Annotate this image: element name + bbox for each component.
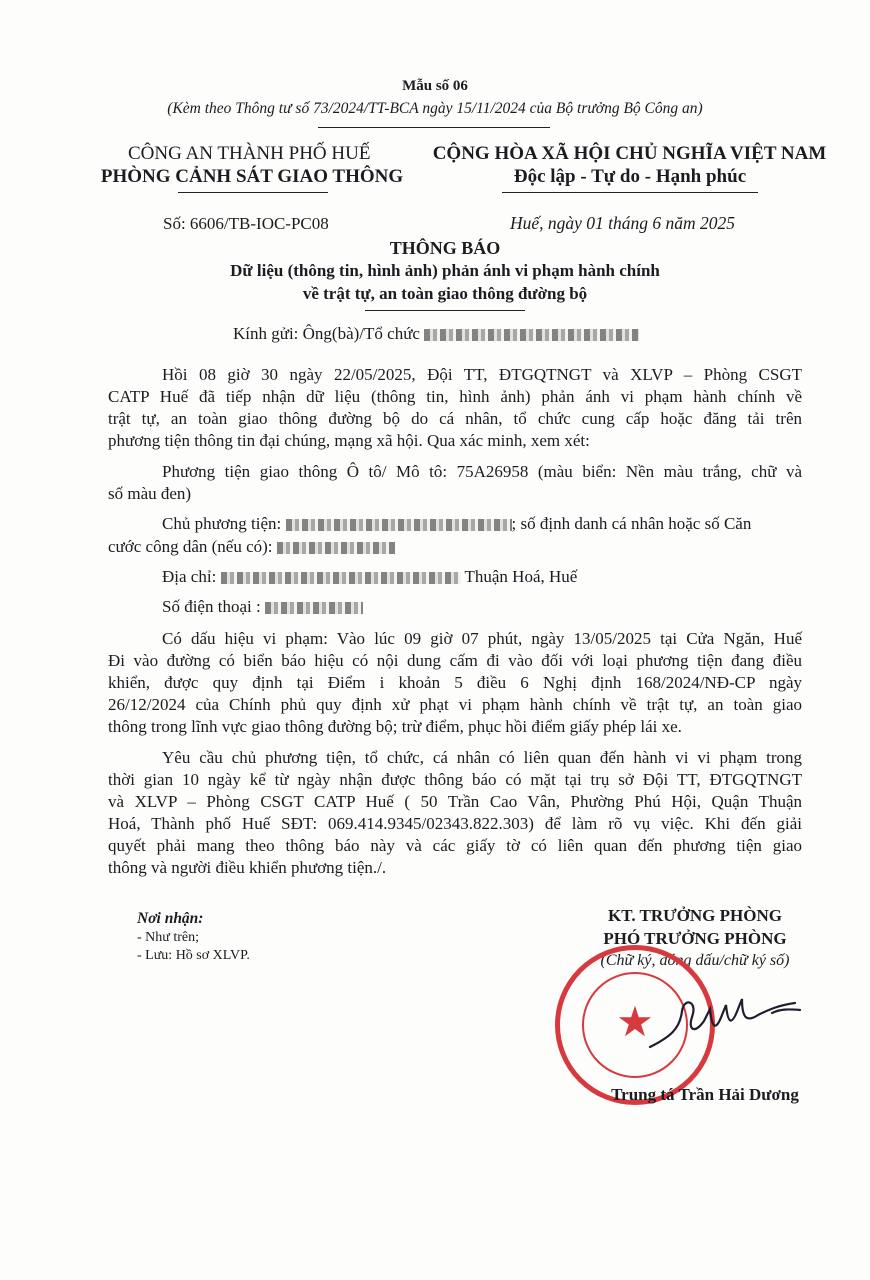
violation-line-1: Có dấu hiệu vi phạm: Vào lúc 09 giờ 07 phút, ngày 13/05/2025 tại Cửa Ngăn, Huế bbox=[162, 629, 802, 648]
vehicle-line-1: Phương tiện giao thông Ô tô/ Mô tô: 75A26958 (màu biển: Nền màu trắng, chữ và bbox=[162, 462, 802, 481]
redacted-recipient bbox=[424, 329, 639, 341]
title-underline bbox=[365, 310, 525, 311]
signer-title-2: PHÓ TRƯỞNG PHÒNG bbox=[603, 929, 787, 948]
redacted-owner-id bbox=[277, 542, 395, 554]
signature-note: (Chữ ký, đóng dấu/chữ ký số) bbox=[600, 952, 790, 969]
phone-line bbox=[162, 597, 363, 617]
para1-line-3: trật tự, an toàn giao thông đường bộ do cá nhân, tổ chức cung cấp hoặc đăng tải trên bbox=[108, 409, 802, 428]
address-suffix: Thuận Hoá, Huế bbox=[464, 567, 578, 586]
agency-name: CÔNG AN THÀNH PHỐ HUẾ bbox=[128, 143, 371, 164]
violation-line-2: Đi vào đường có biển báo hiệu có nội dung cấm đi vào đối với loại phương tiện đang điều bbox=[108, 651, 802, 670]
recipient-item-2: - Lưu: Hồ sơ XLVP. bbox=[137, 948, 250, 963]
redacted-owner-name bbox=[286, 519, 512, 531]
request-line-3: và XLVP – Phòng CSGT CATP Huế ( 50 Trần Cao Vân, Phường Phú Hội, Quận Thuận bbox=[108, 792, 802, 811]
recipient-item-1: - Như trên; bbox=[137, 930, 200, 945]
owner-label: Chủ phương tiện: bbox=[162, 514, 282, 533]
form-divider bbox=[318, 127, 550, 128]
motto-underline bbox=[502, 192, 758, 193]
para1-line-1: Hồi 08 giờ 30 ngày 22/05/2025, Đội TT, ĐTGQTNGT và XLVP – Phòng CSGT bbox=[162, 365, 802, 384]
department-name: PHÒNG CẢNH SÁT GIAO THÔNG bbox=[100, 166, 404, 187]
handwritten-signature bbox=[630, 985, 810, 1065]
agency-underline bbox=[178, 192, 328, 193]
nation-motto: Độc lập - Tự do - Hạnh phúc bbox=[513, 166, 747, 187]
phone-label: Số điện thoại : bbox=[162, 597, 261, 616]
request-line-1: Yêu cầu chủ phương tiện, tổ chức, cá nhân có liên quan đến hành vi vi phạm trong bbox=[162, 748, 802, 767]
redacted-address bbox=[221, 572, 461, 584]
document-number: Số: 6606/TB-IOC-PC08 bbox=[163, 214, 329, 233]
star-icon: ★ bbox=[616, 1000, 654, 1046]
violation-line-5: thông trong lĩnh vực giao thông đường bộ; trừ điểm, phục hồi điểm giấy phép lái xe. bbox=[108, 717, 682, 736]
form-reference: (Kèm theo Thông tư số 73/2024/TT-BCA ngày 15/11/2024 của Bộ trưởng Bộ Công an) bbox=[167, 100, 703, 117]
recipient-line bbox=[233, 324, 639, 344]
document-title: THÔNG BÁO bbox=[389, 238, 501, 258]
para1-line-4: phương tiện thông tin đại chúng, mạng xã hội. Qua xác minh, xem xét: bbox=[108, 431, 590, 450]
form-number: Mẫu số 06 bbox=[402, 78, 468, 94]
recipient-label: Kính gửi: Ông(bà)/Tổ chức bbox=[233, 324, 420, 343]
title-line-2: về trật tự, an toàn giao thông đường bộ bbox=[302, 284, 588, 303]
owner-id-line bbox=[108, 537, 395, 557]
address-label: Địa chỉ: bbox=[162, 567, 217, 586]
violation-line-4: 26/12/2024 của Chính phủ quy định xử phạt vi phạm hành chính về trật tự, an toàn giao bbox=[108, 695, 802, 714]
owner-id-label: ; số định danh cá nhân hoặc số Căn bbox=[511, 514, 752, 533]
request-line-5: quyết phải mang theo thông báo này và các giấy tờ có liên quan đến phương tiện giao bbox=[108, 836, 802, 855]
signer-name: Trung tá Trần Hải Dương bbox=[611, 1085, 799, 1104]
nation-name: CỘNG HÒA XÃ HỘI CHỦ NGHĨA VIỆT NAM bbox=[432, 143, 827, 164]
owner-line bbox=[162, 514, 751, 534]
redacted-phone bbox=[265, 602, 363, 614]
address-line bbox=[162, 567, 577, 587]
place-date: Huế, ngày 01 tháng 6 năm 2025 bbox=[510, 213, 736, 233]
para1-line-2: CATP Huế đã tiếp nhận dữ liệu (thông tin, hình ảnh) phản ánh vi phạm hành chính về bbox=[108, 387, 802, 406]
vehicle-line-2: số màu đen) bbox=[108, 484, 192, 503]
recipients-title: Nơi nhận: bbox=[137, 910, 204, 927]
owner-id-label-2: cước công dân (nếu có): bbox=[108, 537, 273, 556]
request-line-2: thời gian 10 ngày kể từ ngày nhận được thông báo có mặt tại trụ sở Đội TT, ĐTGQTNGT bbox=[108, 770, 802, 789]
signer-title-1: KT. TRƯỞNG PHÒNG bbox=[608, 906, 782, 925]
violation-line-3: khiển, được quy định tại Điểm i khoản 5 điều 6 Nghị định 168/2024/NĐ-CP ngày bbox=[108, 673, 802, 692]
request-line-6: thông và người điều khiển phương tiện./. bbox=[108, 858, 387, 877]
request-line-4: Hoá, Thành phố Huế SĐT: 069.414.9345/02343.822.303) để làm rõ vụ việc. Khi đến giải bbox=[108, 814, 802, 833]
title-line-1: Dữ liệu (thông tin, hình ảnh) phản ánh vi phạm hành chính bbox=[230, 261, 660, 280]
